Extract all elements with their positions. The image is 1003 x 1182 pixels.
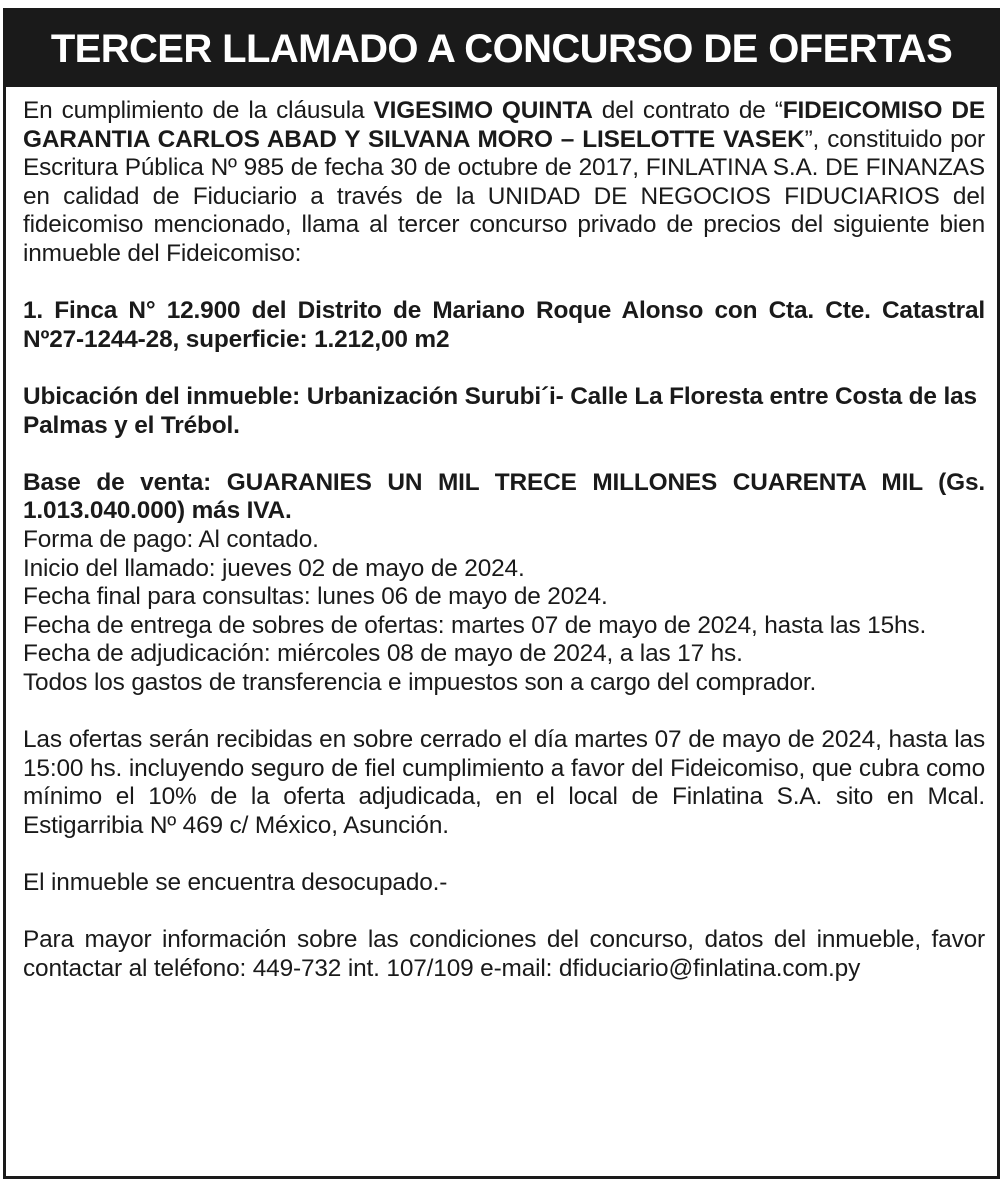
call-start-date: Inicio del llamado: jueves 02 de mayo de 2024. [23, 554, 525, 582]
intro-paragraph [23, 97, 985, 269]
base-price: Base de venta: GUARANIES UN MIL TRECE MILLONES CUARENTA MIL (Gs. 1.013.040.000) más IVA. [23, 468, 985, 525]
expenses-note: Todos los gastos de transferencia e impuestos son a cargo del comprador. [23, 668, 817, 696]
clause-name: VIGESIMO QUINTA [373, 97, 593, 124]
intro-text-3: ”, constituido por Escritura Pública Nº 985 de fecha 30 de octubre de 2017, FINLATINA S.A. DE FINANZAS en calidad de Fiduciario a través de la UNIDAD DE NEGOCIOS FIDUCIARIOS del fideicomiso mencionado, llama al tercer concurso privado de precios del siguiente bien inmueble del Fideicomiso: [23, 125, 985, 267]
offers-paragraph: Las ofertas serán recibidas en sobre cerrado el día martes 07 de mayo de 2024, hasta las 15:00 hs. incluyendo seguro de fiel cumplimiento a favor del Fideicomiso, que cubra como mínimo el 10% de la oferta adjudicada, en el local de Finlatina S.A. sito en Mcal. Estigarribia Nº 469 c/ México, Asunción. [23, 726, 985, 839]
notice-frame [3, 8, 1000, 1179]
intro-text-2: del contrato de “ [592, 97, 783, 124]
property-finca: 1. Finca N° 12.900 del Distrito de Mariano Roque Alonso con Cta. Cte. Catastral Nº27-1244-28, superficie: 1.212,00 m2 [23, 297, 985, 353]
notice-title: TERCER LLAMADO A CONCURSO DE OFERTAS [50, 27, 953, 71]
submission-date: Fecha de entrega de sobres de ofertas: martes 07 de mayo de 2024, hasta las 15hs. [23, 611, 927, 639]
property-status: El inmueble se encuentra desocupado.- [23, 869, 448, 897]
notice-body [23, 97, 985, 983]
intro-text-1: En cumplimiento de la cláusula [23, 97, 374, 124]
trust-name: FIDEICOMISO DE GARANTIA CARLOS ABAD Y SILVANA MORO – LISELOTTE VASEK [23, 97, 985, 153]
notice-header [6, 11, 997, 87]
contact-paragraph: Para mayor información sobre las condiciones del concurso, datos del inmueble, favor contactar al teléfono: 449-732 int. 107/109 e-mail: dfiduciario@finlatina.com.py [23, 926, 985, 982]
award-date: Fecha de adjudicación: miércoles 08 de mayo de 2024, a las 17 hs. [23, 640, 743, 668]
payment-method: Forma de pago: Al contado. [23, 525, 319, 553]
property-location: Ubicación del inmueble: Urbanización Surubi´i- Calle La Floresta entre Costa de las Palmas y el Trébol. [23, 382, 977, 439]
consultation-deadline: Fecha final para consultas: lunes 06 de mayo de 2024. [23, 583, 608, 611]
